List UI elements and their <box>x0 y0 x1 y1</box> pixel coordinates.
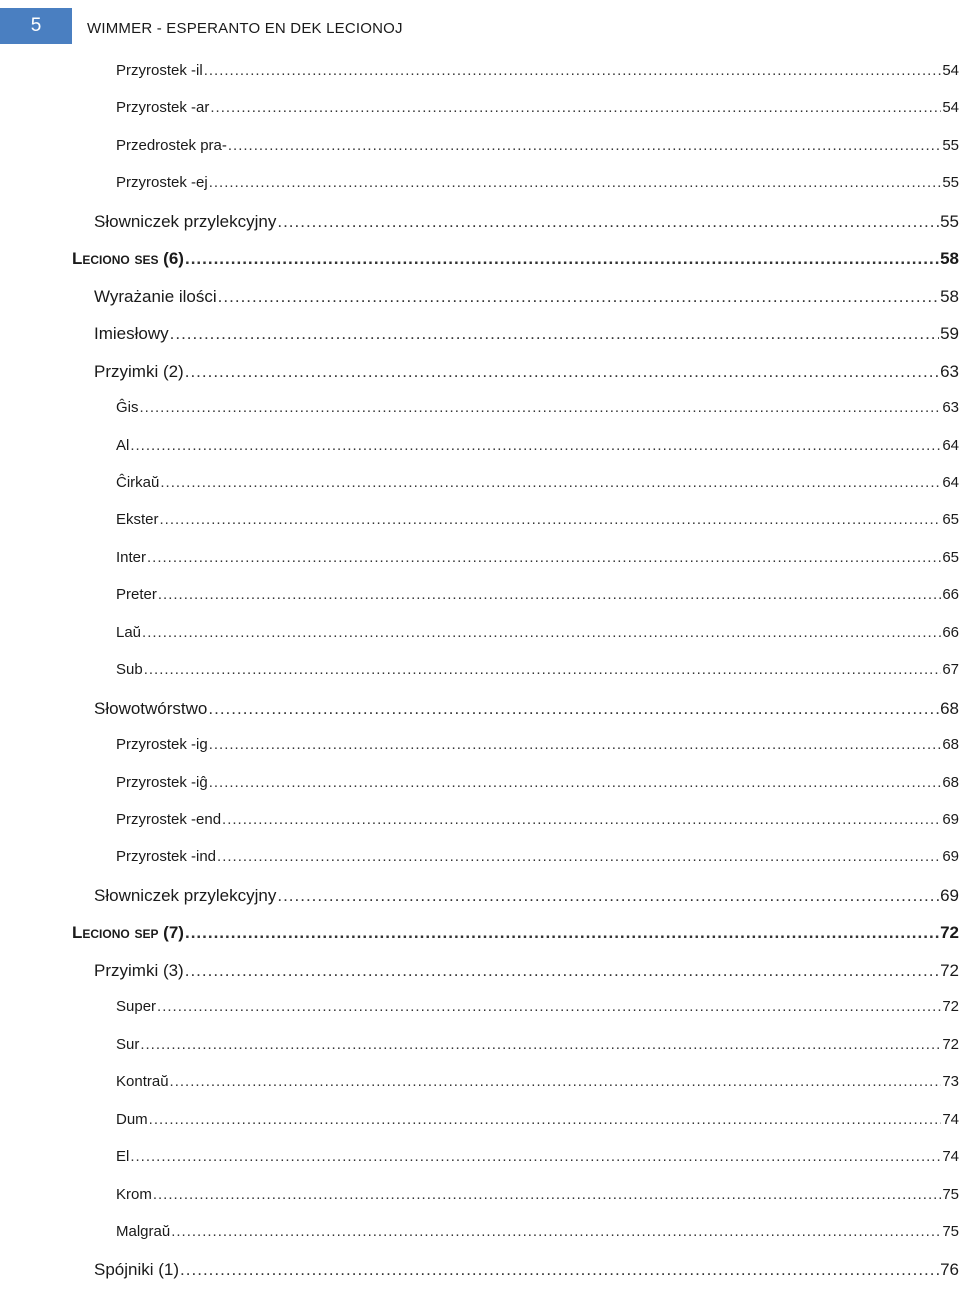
toc-entry-title: Sub <box>116 661 143 679</box>
toc-dot-leader <box>222 811 941 828</box>
toc-dot-leader <box>160 511 942 528</box>
toc-entry[interactable] <box>116 62 959 79</box>
toc-entry-page: 76 <box>940 1260 959 1280</box>
toc-dot-leader <box>149 1111 942 1128</box>
toc-dot-leader <box>185 249 939 269</box>
toc-entry-title: Wyrażanie ilości <box>94 286 217 306</box>
toc-entry-title: El <box>116 1148 130 1166</box>
toc-entry-title: Przyimki (2) <box>94 361 184 381</box>
toc-entry-page: 65 <box>942 548 959 566</box>
toc-dot-leader <box>180 1260 939 1280</box>
toc-entry-title: Kontraŭ <box>116 1073 169 1091</box>
toc-entry[interactable] <box>116 99 959 116</box>
toc-dot-leader <box>130 1148 941 1165</box>
toc-entry-title: Przyrostek -ind <box>116 848 217 866</box>
toc-entry-page: 64 <box>942 473 959 491</box>
toc-entry-page: 55 <box>940 211 959 231</box>
toc-entry-title: Malgraŭ <box>116 1222 171 1240</box>
toc-entry[interactable] <box>116 174 959 191</box>
toc-dot-leader <box>140 1036 941 1053</box>
toc-entry-title: Leciono sep (7) <box>72 923 184 943</box>
toc-entry-page: 54 <box>942 99 959 117</box>
toc-dot-leader <box>130 437 941 454</box>
toc-entry[interactable] <box>94 886 959 906</box>
toc-entry-title: Przyimki (3) <box>94 960 184 980</box>
toc-dot-leader <box>142 624 941 641</box>
toc-entry-title: Dum <box>116 1110 148 1128</box>
toc-entry-page: 54 <box>942 62 959 79</box>
toc-entry[interactable] <box>94 699 959 719</box>
toc-entry-page: 64 <box>942 436 959 454</box>
toc-entry[interactable] <box>116 137 959 154</box>
toc-entry-title: Słowniczek przylekcyjny <box>94 885 277 905</box>
toc-entry[interactable] <box>116 549 959 566</box>
toc-entry[interactable] <box>116 624 959 641</box>
toc-entry-page: 63 <box>942 399 959 417</box>
toc-entry[interactable] <box>116 1073 959 1090</box>
page-number: 5 <box>30 15 42 36</box>
page-number-box <box>0 8 72 44</box>
toc-dot-leader <box>185 923 939 943</box>
toc-entry-title: Słowotwórstwo <box>94 698 208 718</box>
running-header-title: WIMMER - ESPERANTO EN DEK LECIONOJ <box>87 20 403 37</box>
toc-entry-title: Leciono ses (6) <box>72 249 184 269</box>
toc-dot-leader <box>140 399 942 416</box>
toc-entry-title: Przyrostek -ej <box>116 174 208 192</box>
toc-dot-leader <box>144 661 942 678</box>
toc-entry-page: 58 <box>940 286 959 306</box>
toc-entry-page: 65 <box>942 511 959 529</box>
toc-dot-leader <box>185 362 939 382</box>
toc-entry-page: 73 <box>942 1073 959 1091</box>
toc-entry-title: Inter <box>116 548 147 566</box>
toc-entry-title: Przyrostek -ar <box>116 99 210 117</box>
toc-entry[interactable] <box>94 961 959 981</box>
toc-entry[interactable] <box>116 736 959 753</box>
toc-entry-page: 69 <box>940 885 959 905</box>
toc-entry-page: 74 <box>942 1148 959 1166</box>
toc-entry[interactable] <box>116 511 959 528</box>
toc-dot-leader <box>277 212 939 232</box>
toc-entry-page: 59 <box>940 324 959 344</box>
toc-entry[interactable] <box>116 998 959 1015</box>
toc-dot-leader <box>208 699 939 719</box>
toc-entry-page: 68 <box>942 736 959 754</box>
toc-entry-page: 66 <box>942 586 959 604</box>
toc-entry[interactable] <box>94 324 959 344</box>
toc-entry-title: Super <box>116 998 157 1016</box>
toc-entry[interactable] <box>116 399 959 416</box>
toc-entry-title: Krom <box>116 1185 152 1203</box>
toc-dot-leader <box>277 886 939 906</box>
toc-entry-title: Przyrostek -ig <box>116 736 208 754</box>
toc-dot-leader <box>209 736 942 753</box>
toc-entry-title: Przyrostek -il <box>116 62 203 79</box>
toc-dot-leader <box>228 137 941 154</box>
toc-entry-title: Al <box>116 436 130 454</box>
toc-entry[interactable] <box>116 437 959 454</box>
toc-entry[interactable] <box>116 774 959 791</box>
toc-entry-title: Przyrostek -end <box>116 811 222 828</box>
toc-entry[interactable] <box>116 474 959 491</box>
toc-entry[interactable] <box>116 848 959 865</box>
toc-dot-leader <box>171 1223 941 1240</box>
toc-entry-page: 69 <box>942 811 959 828</box>
toc-dot-leader <box>170 1073 942 1090</box>
toc-entry-title: Sur <box>116 1035 140 1053</box>
toc-entry-title: Spójniki (1) <box>94 1260 180 1280</box>
toc-dot-leader <box>160 474 941 491</box>
toc-entry-page: 63 <box>940 361 959 381</box>
toc-entry-title: Imiesłowy <box>94 324 169 344</box>
toc-dot-leader <box>209 174 942 191</box>
toc-entry[interactable] <box>72 923 959 943</box>
toc-dot-leader <box>204 62 942 79</box>
toc-entry-title: Preter <box>116 586 157 604</box>
toc-entry-title: Ekster <box>116 511 159 529</box>
toc-entry-title: Słowniczek przylekcyjny <box>94 211 277 231</box>
toc-entry[interactable] <box>94 362 959 382</box>
toc-entry-page: 68 <box>940 698 959 718</box>
toc-entry[interactable] <box>94 1260 959 1280</box>
toc-entry-page: 72 <box>940 960 959 980</box>
toc-entry-title: Przyrostek -iĝ <box>116 773 208 791</box>
toc-dot-leader <box>185 961 939 981</box>
toc-dot-leader <box>157 998 941 1015</box>
toc-entry-title: Przedrostek pra- <box>116 136 227 154</box>
toc-entry[interactable] <box>116 811 959 828</box>
toc-entry-page: 58 <box>940 249 959 269</box>
toc-entry-page: 55 <box>942 174 959 192</box>
toc-entry-page: 67 <box>942 661 959 679</box>
toc-entry-page: 72 <box>940 923 959 943</box>
toc-entry[interactable] <box>116 1111 959 1128</box>
toc-dot-leader <box>158 586 941 603</box>
toc-entry-page: 55 <box>942 136 959 154</box>
toc-entry[interactable] <box>116 586 959 603</box>
toc-entry-page: 72 <box>942 1035 959 1053</box>
toc-entry-page: 69 <box>942 848 959 866</box>
toc-entry-page: 74 <box>942 1110 959 1128</box>
toc-dot-leader <box>209 774 942 791</box>
toc-dot-leader <box>170 324 939 344</box>
toc-entry-page: 66 <box>942 623 959 641</box>
toc-dot-leader <box>218 287 939 307</box>
toc-entry[interactable] <box>116 1186 959 1203</box>
toc-entry-page: 72 <box>942 998 959 1016</box>
toc-entry-page: 68 <box>942 773 959 791</box>
toc-dot-leader <box>210 99 941 116</box>
toc-entry[interactable] <box>116 1223 959 1240</box>
toc-entry-page: 75 <box>942 1222 959 1240</box>
toc-entry[interactable] <box>94 212 959 232</box>
toc-entry-title: Ĝis <box>116 399 139 417</box>
toc-entry[interactable] <box>72 249 959 269</box>
toc-entry-title: Ĉirkaŭ <box>116 473 160 491</box>
toc-entry-page: 75 <box>942 1185 959 1203</box>
toc-entry[interactable] <box>116 1148 959 1165</box>
toc-entry-title: Laŭ <box>116 623 142 641</box>
toc-entry[interactable] <box>116 661 959 678</box>
toc-dot-leader <box>217 848 941 865</box>
toc-dot-leader <box>153 1186 941 1203</box>
toc-entry[interactable] <box>94 287 959 307</box>
toc-entry[interactable] <box>116 1036 959 1053</box>
toc-dot-leader <box>147 549 941 566</box>
